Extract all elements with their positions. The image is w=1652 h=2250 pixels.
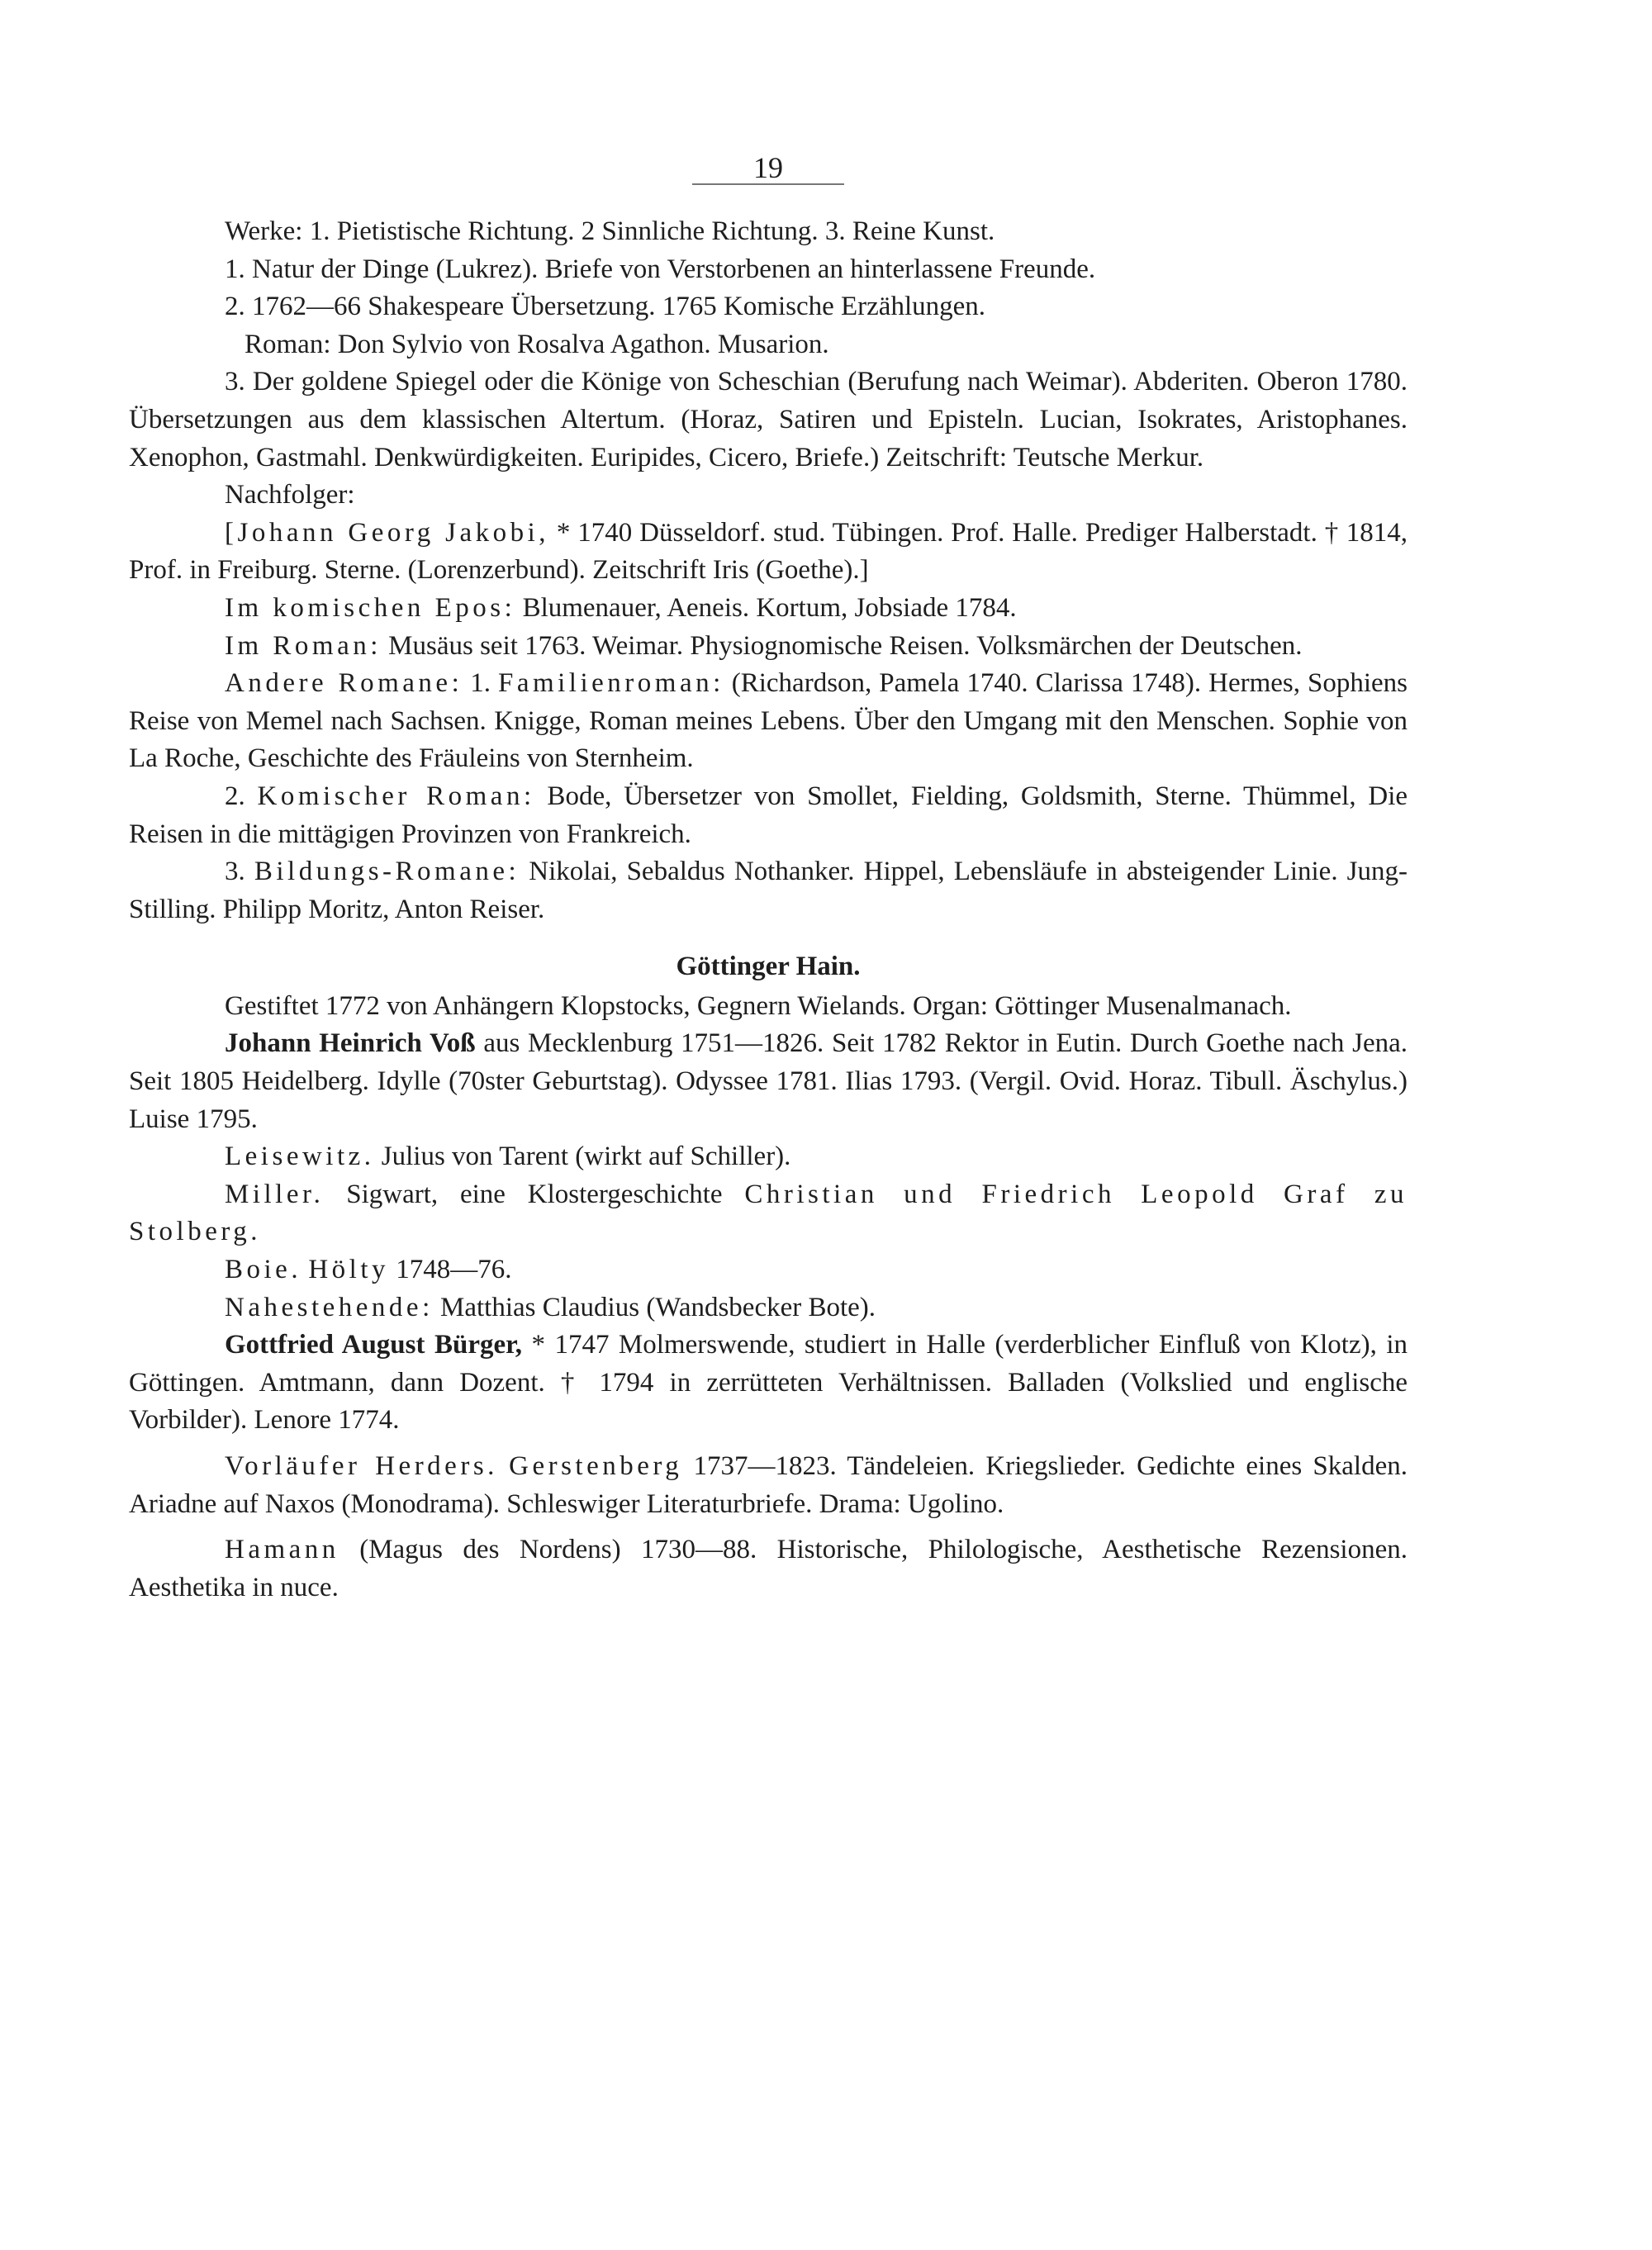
page-number-rule [692,183,844,185]
nahestehende-text: Matthias Claudius (Wandsbecker Bote). [433,1292,876,1322]
andere-romane-label: Andere Romane: [225,668,463,699]
hamann-text: (Magus des Nordens) 1730—88. Historische, Philologische, Aesthetische Rezensionen. Aesthetika in nuce. [129,1535,1408,1602]
jakobi-name: [Johann Georg Jakobi, [225,517,550,548]
hamann-name: Hamann [225,1535,339,1565]
werke-item-3: 3. Der goldene Spiegel oder die Könige von Scheschian (Berufung nach Weimar). Abderiten. Oberon 1780. Übersetzungen aus dem klassischen Altertum. (Horaz, Satiren und Episteln. Lucian, Isokrates, Aristophanes. Xenophon, Gastmahl. Denkwürdigkeiten. Euripides, Cicero, Briefe.) Zeitschrift: Teutsche Merkur. [129,367,1408,472]
jakobi-paragraph [129,515,1408,590]
komischer-roman-label: Komischer Roman: [257,781,535,811]
hamann-paragraph [129,1531,1408,1607]
miller-text: Sigwart, eine Klostergeschichte [324,1179,745,1209]
gerstenberg-name: Gerstenberg [509,1451,683,1481]
page-number: 19 [753,151,783,184]
andere-romane-num: 1. [463,668,498,699]
page-body [129,213,1408,1607]
boie-paragraph [129,1251,1408,1289]
boie-name: Boie. [225,1255,302,1285]
werke-item-1: 1. Natur der Dinge (Lukrez). Briefe von Verstorbenen an hinterlassene Freunde. [225,254,1096,284]
roman-text: Musäus seit 1763. Weimar. Physiognomische Reisen. Volksmärchen der Deutschen. [381,630,1303,661]
buerger-name: Gottfried August Bürger, [225,1330,522,1360]
nahestehende-paragraph [129,1289,1408,1327]
familienroman-text: (Richardson, Pamela 1740. Clarissa 1748). Hermes, Sophiens Reise von Memel nach Sachsen. Knigge, Roman meines Lebens. Über den Umgang mit den Menschen. Sophie von La Roche, Geschichte des Fräuleins von Sternheim. [129,668,1408,774]
werke-line: Werke: 1. Pietistische Richtung. 2 Sinnliche Richtung. 3. Reine Kunst. [225,216,995,246]
roman-label: Im Roman: [225,630,382,661]
leisewitz-text: Julius von Tarent (wirkt auf Schiller). [374,1142,791,1172]
nahestehende-label: Nahestehende: [225,1292,434,1322]
voss-text: aus Mecklenburg 1751—1826. Seit 1782 Rektor in Eutin. Durch Goethe nach Jena. Seit 1805 Heidelberg. Idylle (70ster Geburtstag). Odyssee 1781. Ilias 1793. (Vergil. Ovid. Horaz. Tibull. Äschylus.) Luise 1795. [129,1028,1408,1134]
familienroman-label: Familienroman: [497,668,724,699]
section-heading-goettinger-hain: Göttinger Hain. [676,952,861,982]
epos-text: Blumenauer, Aeneis. Kortum, Jobsiade 1784. [515,592,1017,623]
nachfolger-label: Nachfolger: [225,480,355,510]
buerger-text: * 1747 Molmerswende, studiert in Halle (verderblicher Einfluß von Klotz), in Göttingen. Amtmann, dann Dozent. † 1794 in zerrütteten Verhältnissen. Balladen (Volkslied und englische Vorbilder). Lenore 1774. [129,1330,1408,1436]
buerger-paragraph [129,1327,1408,1440]
bildungs-romane-text: Nikolai, Sebaldus Nothanker. Hippel, Lebensläufe in absteigender Linie. Jung-Stilling. Philipp Moritz, Anton Reiser. [129,857,1408,924]
andere-romane-paragraph [129,665,1408,778]
vorlaeufer-paragraph [129,1448,1408,1523]
werke-roman: Roman: Don Sylvio von Rosalva Agathon. Musarion. [244,329,829,359]
roman-paragraph [129,628,1408,666]
voss-name: Johann Heinrich Voß [225,1028,476,1059]
epos-label: Im komischen Epos: [225,592,516,623]
werke-item-2: 2. 1762—66 Shakespeare Übersetzung. 1765 Komische Erzählungen. [225,292,986,322]
leisewitz-paragraph [129,1138,1408,1176]
bildungs-romane-label: Bildungs-Romane: [254,857,520,887]
leisewitz-name: Leisewitz. [225,1142,375,1172]
bildungs-romane-paragraph [129,853,1408,928]
bildungs-romane-num: 3. [225,857,254,887]
hoelty-name: Hölty [308,1255,389,1285]
komischer-roman-num: 2. [225,781,258,811]
voss-paragraph [129,1025,1408,1138]
komischer-roman-text: Bode, Übersetzer von Smollet, Fielding, Goldsmith, Sterne. Thümmel, Die Reisen in die mittägigen Provinzen von Frankreich. [129,781,1408,849]
komischer-roman-paragraph [129,778,1408,853]
gestiftet-paragraph: Gestiftet 1772 von Anhängern Klopstocks, Gegnern Wielands. Organ: Göttinger Musenalmanach. [225,990,1292,1021]
miller-paragraph [129,1176,1408,1251]
miller-name: Miller. [225,1179,325,1209]
stolberg-name: Christian und Friedrich Leopold Graf zu Stolberg. [129,1179,1408,1247]
vorlaeufer-label: Vorläufer Herders. [225,1451,498,1481]
hoelty-text: 1748—76. [389,1255,512,1285]
epos-paragraph [129,590,1408,628]
gerstenberg-text: 1737—1823. Tändeleien. Kriegslieder. Gedichte eines Skalden. Ariadne auf Naxos (Monodrama). Schleswiger Literaturbriefe. Drama: Ugolino. [129,1451,1408,1519]
jakobi-text: * 1740 Düsseldorf. stud. Tübingen. Prof. Halle. Prediger Halberstadt. † 1814, Prof. in Freiburg. Sterne. (Lorenzerbund). Zeitschrift Iris (Goethe).] [129,517,1408,586]
